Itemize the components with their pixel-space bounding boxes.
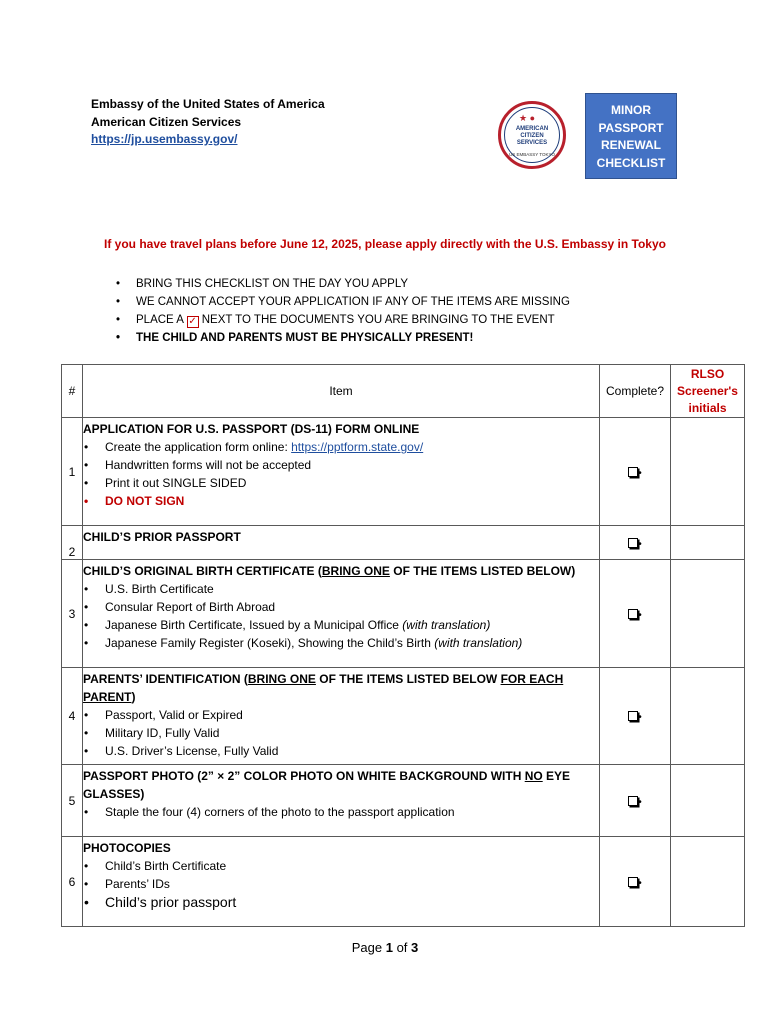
list-item: • Print it out SINGLE SIDED bbox=[83, 474, 599, 492]
checkbox-icon[interactable] bbox=[628, 609, 638, 619]
checklist-title-box: MINOR PASSPORT RENEWAL CHECKLIST bbox=[585, 93, 677, 179]
initials-cell[interactable] bbox=[671, 560, 745, 668]
embassy-name: Embassy of the United States of America bbox=[91, 97, 325, 111]
complete-checkbox[interactable]: • bbox=[600, 765, 671, 837]
list-item: • DO NOT SIGN bbox=[83, 492, 599, 510]
row-number: 5 bbox=[62, 765, 83, 837]
initials-cell[interactable] bbox=[671, 418, 745, 526]
acs-seal-logo: ★ ● AMERICAN CITIZEN SERVICES US EMBASSY TOKYO bbox=[498, 101, 566, 169]
list-item: • Japanese Birth Certificate, Issued by a Municipal Office (with translation) bbox=[83, 616, 599, 634]
pptform-link[interactable]: https://pptform.state.gov/ bbox=[291, 440, 424, 454]
table-row bbox=[62, 418, 745, 526]
complete-checkbox[interactable]: • bbox=[600, 668, 671, 765]
page-number: Page 1 of 3 bbox=[351, 940, 419, 955]
row-number: 6 bbox=[62, 837, 83, 927]
list-item: • Create the application form online: https://pptform.state.gov/ bbox=[83, 438, 599, 456]
header-num: # bbox=[62, 365, 83, 418]
initials-cell[interactable] bbox=[671, 765, 745, 837]
row-number: 4 bbox=[62, 668, 83, 765]
table-row bbox=[62, 560, 745, 668]
list-item: • Japanese Family Register (Koseki), Showing the Child’s Birth (with translation) bbox=[83, 634, 599, 652]
header-item: Item bbox=[83, 365, 600, 418]
travel-notice: If you have travel plans before June 12, 2025, please apply directly with the U.S. Embassy in Tokyo bbox=[104, 237, 666, 251]
row-item: CHILD’S PRIOR PASSPORT bbox=[83, 526, 600, 560]
initials-cell[interactable] bbox=[671, 526, 745, 560]
row-item: PASSPORT PHOTO (2” × 2” COLOR PHOTO ON WHITE BACKGROUND WITH NO EYE GLASSES) • Staple the four (4) corners of the photo to the passport application bbox=[83, 765, 600, 837]
list-item: • U.S. Birth Certificate bbox=[83, 580, 599, 598]
row-item: PARENTS’ IDENTIFICATION (BRING ONE OF THE ITEMS LISTED BELOW FOR EACH PARENT) • Passport, Valid or Expired • Military ID, Fully Valid • U.S. Driver’s License, Fully Valid bbox=[83, 668, 600, 765]
row-number: 3 bbox=[62, 560, 83, 668]
checkbox-icon[interactable] bbox=[628, 877, 638, 887]
checkbox-icon[interactable] bbox=[628, 711, 638, 721]
table-row bbox=[62, 526, 745, 560]
list-item: • Parents’ IDs bbox=[83, 875, 599, 893]
instruction-item: • BRING THIS CHECKLIST ON THE DAY YOU APPLY bbox=[116, 275, 570, 293]
list-item: • Military ID, Fully Valid bbox=[83, 724, 599, 742]
checklist-table bbox=[61, 364, 745, 927]
list-item: • Child’s Birth Certificate bbox=[83, 857, 599, 875]
complete-checkbox[interactable]: • bbox=[600, 837, 671, 927]
complete-checkbox[interactable]: • bbox=[600, 560, 671, 668]
header-initials: RLSO Screener's initials bbox=[671, 365, 745, 418]
complete-checkbox[interactable]: • bbox=[600, 526, 671, 560]
instruction-item: • PLACE A ✓ NEXT TO THE DOCUMENTS YOU ARE BRINGING TO THE EVENT bbox=[116, 311, 570, 329]
table-row bbox=[62, 837, 745, 927]
instruction-item: • THE CHILD AND PARENTS MUST BE PHYSICALLY PRESENT! bbox=[116, 329, 570, 347]
row-number: 2 bbox=[62, 526, 83, 560]
instruction-list bbox=[116, 275, 570, 347]
checkbox-icon[interactable] bbox=[628, 538, 638, 548]
list-item: • Handwritten forms will not be accepted bbox=[83, 456, 599, 474]
table-row bbox=[62, 765, 745, 837]
checkbox-icon[interactable] bbox=[628, 796, 638, 806]
table-header-row bbox=[62, 365, 745, 418]
table-row bbox=[62, 668, 745, 765]
list-item: • U.S. Driver’s License, Fully Valid bbox=[83, 742, 599, 760]
initials-cell[interactable] bbox=[671, 837, 745, 927]
row-number: 1 bbox=[62, 418, 83, 526]
row-item: CHILD’S ORIGINAL BIRTH CERTIFICATE (BRING ONE OF THE ITEMS LISTED BELOW) • U.S. Birth Certificate • Consular Report of Birth Abroad • Japanese Birth Certificate, Issued by a Municipal Office (with translation) • Japanese Family Register (Koseki), Showing the Child’s Birth (with translation) bbox=[83, 560, 600, 668]
instruction-item: • WE CANNOT ACCEPT YOUR APPLICATION IF ANY OF THE ITEMS ARE MISSING bbox=[116, 293, 570, 311]
list-item: • Staple the four (4) corners of the photo to the passport application bbox=[83, 803, 599, 821]
embassy-website-link[interactable]: https://jp.usembassy.gov/ bbox=[91, 132, 238, 146]
list-item: • Passport, Valid or Expired bbox=[83, 706, 599, 724]
checkbox-icon[interactable] bbox=[628, 467, 638, 477]
list-item: • Child’s prior passport bbox=[83, 893, 599, 911]
department-name: American Citizen Services bbox=[91, 115, 242, 129]
row-item: APPLICATION FOR U.S. PASSPORT (DS-11) FORM ONLINE • Create the application form online: https://pptform.state.gov/ • Handwritten forms will not be accepted • Print it out SINGLE SIDED • DO NOT SIGN bbox=[83, 418, 600, 526]
header-complete: Complete? bbox=[600, 365, 671, 418]
initials-cell[interactable] bbox=[671, 668, 745, 765]
complete-checkbox[interactable]: • bbox=[600, 418, 671, 526]
list-item: • Consular Report of Birth Abroad bbox=[83, 598, 599, 616]
checkmark-icon: ✓ bbox=[188, 316, 197, 327]
row-item: PHOTOCOPIES • Child’s Birth Certificate • Parents’ IDs • Child’s prior passport bbox=[83, 837, 600, 927]
